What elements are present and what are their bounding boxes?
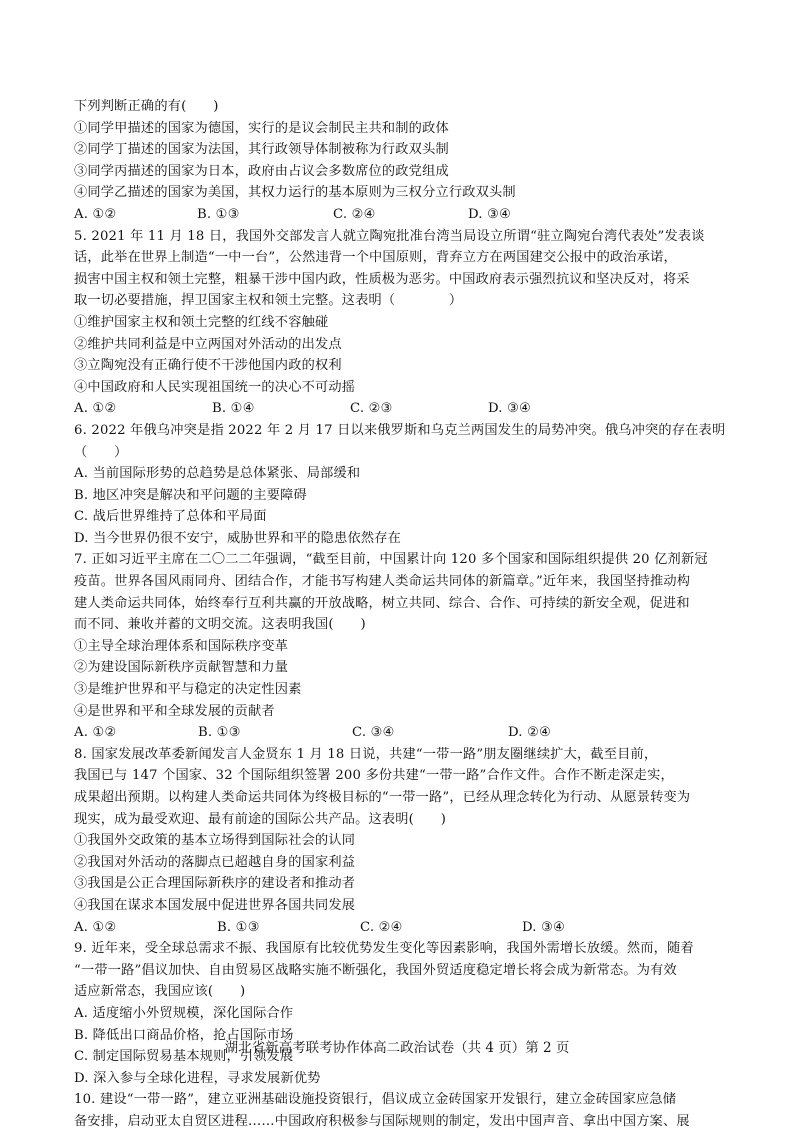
choice-b: B. ①③: [217, 919, 260, 935]
question-text: 话，此举在世界上制造“一中一台”，公然违背一个中国原则，背弃立方在两国建交公报中的政治承诺，: [74, 250, 677, 266]
question-text: 损害中国主权和领土完整，粗暴干涉中国内政，性质极为恶劣。中国政府表示强烈抗议和坚决反对，将采: [74, 271, 690, 287]
option-statement: B. 降低出口商品价格，抢占国际市场: [74, 1027, 294, 1043]
question-text: 5. 2021 年 11 月 18 日，我国外交部发言人就立陶宛批准台湾当局设立所谓“驻立陶宛台湾代表处”发表谈: [74, 228, 705, 244]
question-text: 9. 近年来，受全球总需求不振、我国原有比较优势发生变化等因素影响，我国外需增长放缓。然而，随着: [74, 941, 694, 957]
option-statement: ③我国是公正合理国际新秩序的建设者和推动者: [74, 876, 356, 892]
option-statement: ③立陶宛没有正确行使不干涉他国内政的权利: [74, 358, 342, 374]
option-statement: ①维护国家主权和领土完整的红线不容触碰: [74, 314, 329, 330]
question-6: [74, 420, 734, 550]
choice-d: D. ③④: [468, 206, 512, 222]
question-text: 我国已与 147 个国家、32 个国际组织签署 200 多份共建“一带一路”合作文件。合作不断走深走实，: [74, 768, 674, 784]
question-stem: 下列判断正确的有( ): [74, 99, 219, 114]
question-text: 适应新常态，我国应该( ): [74, 984, 246, 1000]
question-9: [74, 938, 734, 1089]
option-statement: ①我国外交政策的基本立场得到国际社会的认同: [74, 833, 356, 849]
option-statement: ①同学甲描述的国家为德国，实行的是议会制民主共和制的政体: [74, 120, 449, 136]
question-text: 疫苗。世界各国风雨同舟、团结合作，才能书写构建人类命运共同体的新篇章。”近年来，我国坚持推动构: [74, 574, 691, 590]
question-text: 现实，成为最受欢迎、最有前途的国际公共产品。这表明( ): [74, 811, 447, 827]
choice-a: A. ①②: [74, 206, 117, 222]
page-footer: 湖北省新高考联考协作体高二政治试卷（共 4 页）第 2 页: [224, 1040, 570, 1056]
question-8: [74, 744, 734, 938]
choice-c: C. ②④: [360, 919, 403, 935]
choice-b: B. ①③: [197, 206, 240, 222]
choice-d: D. ③④: [522, 919, 566, 935]
question-text: （ ）: [74, 444, 128, 460]
answer-choices: [74, 204, 734, 226]
question-text: 建人类命运共同体，始终奉行互利共赢的开放战略，树立共同、综合、合作、可持续的新安全观，促进和: [74, 595, 690, 611]
option-statement: ②同学丁描述的国家为法国，其行政领导体制被称为行政双头制: [74, 142, 449, 158]
option-statement: B. 地区冲突是解决和平问题的主要障碍: [74, 487, 307, 503]
question-text: 6. 2022 年俄乌冲突是指 2022 年 2 月 17 日以来俄罗斯和乌克兰两国发生的局势冲突。俄乌冲突的存在表明: [74, 422, 726, 438]
option-statement: ④是世界和平和全球发展的贡献者: [74, 703, 275, 719]
option-statement: C. 制定国际贸易基本规则，引领发展: [74, 1049, 294, 1065]
question-5: [74, 226, 734, 420]
question-text: 取一切必要措施，捍卫国家主权和领土完整。这表明（ ）: [74, 293, 463, 309]
question-text: 备安排，启动亚太自贸区进程……中国政府积极参与国际规则的制定，发出中国声音、拿出中国方案、展: [74, 1113, 690, 1129]
exam-page: [74, 96, 734, 1133]
answer-choices: [74, 917, 734, 939]
question-text: “一带一路”倡议加快、自由贸易区战略实施不断强化，我国外贸适度稳定增长将会成为新常态。为有效: [74, 962, 677, 978]
option-statement: ④同学乙描述的国家为美国，其权力运行的基本原则为三权分立行政双头制: [74, 185, 516, 201]
question-text: 成果超出预期。以构建人类命运共同体为终极目标的“一带一路”，已经从理念转化为行动、从愿景转变为: [74, 790, 691, 805]
choice-b: B. ①④: [212, 401, 255, 417]
option-statement: ④中国政府和人民实现祖国统一的决心不可动摇: [74, 379, 356, 395]
option-statement: ③是维护世界和平与稳定的决定性因素: [74, 682, 302, 698]
question-4-tail: [74, 96, 734, 226]
option-statement: D. 当今世界仍很不安宁，威胁世界和平的隐患依然存在: [74, 530, 401, 546]
option-statement: ④我国在谋求本国发展中促进世界各国共同发展: [74, 897, 356, 913]
choice-d: D. ③④: [488, 401, 532, 417]
option-statement: ②我国对外活动的落脚点已超越自身的国家利益: [74, 854, 356, 870]
option-statement: ②维护共同利益是中立两国对外活动的出发点: [74, 336, 342, 352]
option-statement: ①主导全球治理体系和国际秩序变革: [74, 638, 289, 654]
answer-choices: [74, 722, 734, 744]
choice-c: C. ③④: [352, 725, 395, 741]
question-text: 8. 国家发展改革委新闻发言人金贤东 1 月 18 日说，共建“一带一路”朋友圈继续扩大，截至目前，: [74, 746, 658, 762]
question-10: [74, 1089, 734, 1132]
question-text: 10. 建设“一带一路”，建立亚洲基础设施投资银行，倡议成立金砖国家开发银行，建立金砖国家应急储: [74, 1092, 677, 1108]
choice-c: C. ②④: [333, 206, 376, 222]
option-statement: C. 战后世界维持了总体和平局面: [74, 509, 267, 525]
question-7: [74, 549, 734, 743]
option-statement: ②为建设国际新秩序贡献智慧和力量: [74, 660, 289, 676]
answer-choices: [74, 398, 734, 420]
choice-d: D. ②④: [508, 725, 552, 741]
option-statement: D. 深入参与全球化进程，寻求发展新优势: [74, 1070, 321, 1086]
option-statement: A. 当前国际形势的总趋势是总体紧张、局部缓和: [74, 466, 361, 482]
choice-c: C. ②③: [350, 401, 393, 417]
question-text: 而不同、兼收并蓄的文明交流。这表明我国( ): [74, 617, 366, 633]
choice-a: A. ①②: [74, 919, 117, 935]
option-statement: A. 适度缩小外贸规模，深化国际合作: [74, 1005, 294, 1021]
option-statement: ③同学丙描述的国家为日本，政府由占议会多数席位的政党组成: [74, 163, 449, 179]
choice-a: A. ①②: [74, 401, 117, 417]
choice-a: A. ①②: [74, 725, 117, 741]
choice-b: B. ①③: [198, 725, 241, 741]
question-text: 7. 正如习近平主席在二〇二二年强调，“截至目前，中国累计向 120 多个国家和国际组织提供 20 亿剂新冠: [74, 552, 708, 568]
